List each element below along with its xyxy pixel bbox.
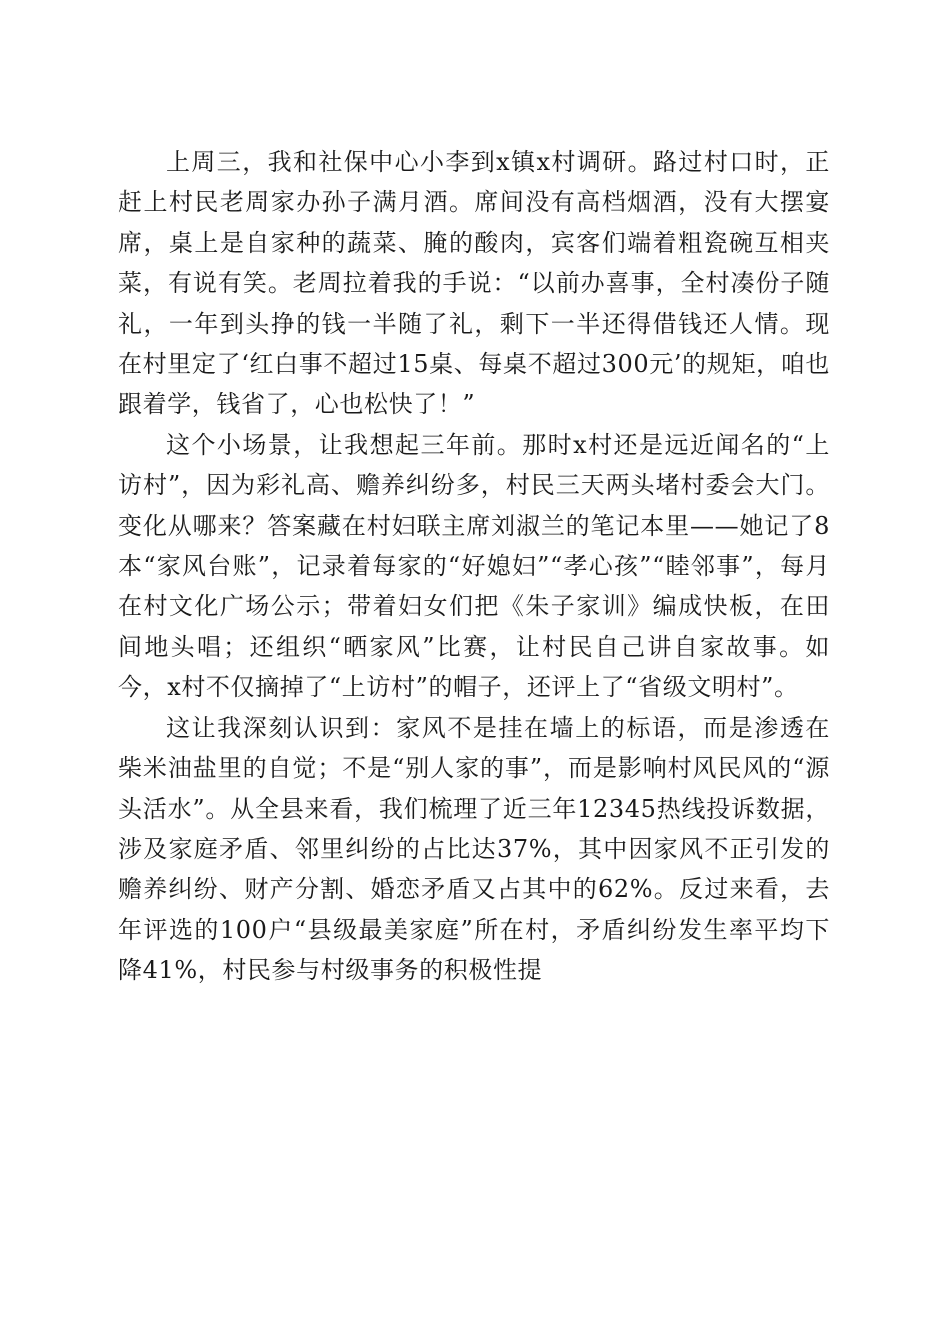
paragraph-2: 这个小场景，让我想起三年前。那时x村还是远近闻名的“上访村”，因为彩礼高、赡养纠纷多，村民三天两头堵村委会大门。变化从哪来？答案藏在村妇联主席刘淑兰的笔记本里——她记了8本“家风台账”，记录着每家的“好媳妇”“孝心孩”“睦邻事”，每月在村文化广场公示；带着妇女们把《朱子家训》编成快板，在田间地头唱；还组织“晒家风”比赛，让村民自己讲自家故事。如今，x村不仅摘掉了“上访村”的帽子，还评上了“省级文明村”。 [118,430,830,702]
paragraph-1: 上周三，我和社保中心小李到x镇x村调研。路过村口时，正赶上村民老周家办孙子满月酒。席间没有高档烟酒，没有大摆宴席，桌上是自家种的蔬菜、腌的酸肉，宾客们端着粗瓷碗互相夹菜，有说有笑。老周拉着我的手说：“以前办喜事，全村凑份子随礼，一年到头挣的钱一半随了礼，剩下一半还得借钱还人情。现在村里定了‘红白事不超过15桌、每桌不超过300元’的规矩，咱也跟着学，钱省了，心也松快了！” [118,148,830,419]
paragraph-3: 这让我深刻认识到：家风不是挂在墙上的标语，而是渗透在柴米油盐里的自觉；不是“别人家的事”，而是影响村风民风的“源头活水”。从全县来看，我们梳理了近三年12345热线投诉数据，涉及家庭矛盾、邻里纠纷的占比达37%，其中因家风不正引发的赡养纠纷、财产分割、婚恋矛盾又占其中的62%。反过来看，去年评选的100户“县级最美家庭”所在村，矛盾纠纷发生率平均下降41%，村民参与村级事务的积极性提 [118,713,830,985]
document-body [118,142,830,991]
